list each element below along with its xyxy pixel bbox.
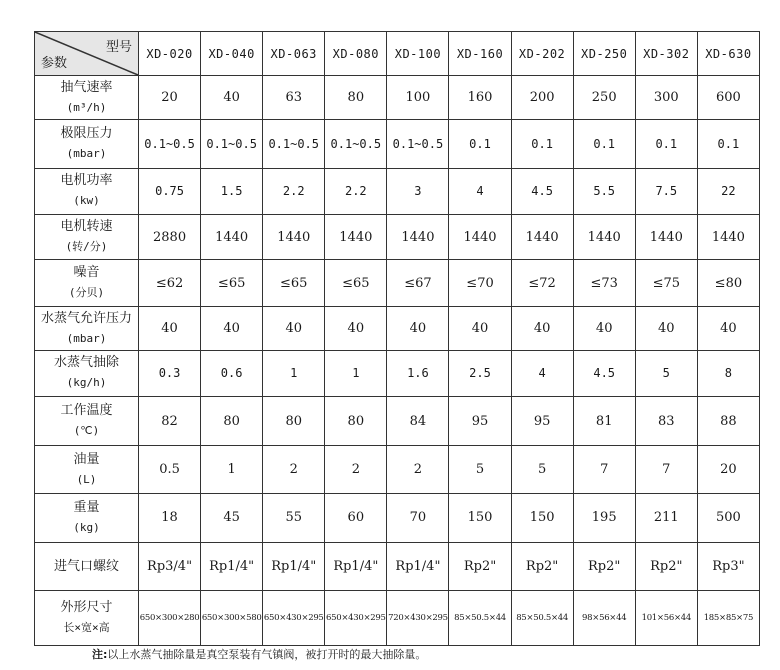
param-name: 工作温度 [60, 403, 113, 419]
value-cell: Rp1/4" [325, 543, 387, 591]
value-cell: 1440 [201, 214, 263, 259]
param-unit: (L) [76, 472, 97, 486]
value-cell: 1440 [449, 214, 511, 259]
value-cell: 3 [387, 168, 449, 214]
value-cell: 85×50.5×44 [449, 591, 511, 646]
value-cell: 720×430×295 [387, 591, 449, 646]
value-cell: 1440 [325, 214, 387, 259]
spec-row [35, 350, 760, 396]
value-cell: ≤67 [387, 260, 449, 307]
value-cell: 1 [263, 350, 325, 396]
value-cell: 650×300×280 [139, 591, 201, 646]
value-cell: 81 [573, 396, 635, 445]
param-unit: (mbar) [66, 146, 107, 160]
model-header: XD-250 [573, 32, 635, 76]
spec-row [35, 591, 760, 646]
value-cell: 40 [201, 307, 263, 350]
spec-row [35, 76, 760, 120]
value-cell: 160 [449, 76, 511, 120]
value-cell: 45 [201, 493, 263, 542]
param-label [35, 446, 139, 493]
value-cell: ≤75 [635, 260, 697, 307]
param-label [35, 591, 139, 646]
model-header: XD-020 [139, 32, 201, 76]
value-cell: 55 [263, 493, 325, 542]
spec-row [35, 396, 760, 445]
value-cell: ≤70 [449, 260, 511, 307]
value-cell: 40 [697, 307, 759, 350]
model-header: XD-302 [635, 32, 697, 76]
value-cell: 5 [511, 446, 573, 493]
value-cell: 195 [573, 493, 635, 542]
param-label [35, 260, 139, 307]
value-cell: 98×56×44 [573, 591, 635, 646]
param-unit: (转/分) [65, 240, 108, 253]
model-header: XD-630 [697, 32, 759, 76]
value-cell: 211 [635, 493, 697, 542]
footnote-text: 以上水蒸气抽除量是真空泵装有气镇阀，被打开时的最大抽除量。 [107, 648, 427, 661]
value-cell: 1440 [635, 214, 697, 259]
param-name: 外形尺寸 [60, 600, 113, 616]
value-cell: 0.1~0.5 [201, 120, 263, 168]
value-cell: 4.5 [573, 350, 635, 396]
value-cell: 2.5 [449, 350, 511, 396]
value-cell: 40 [263, 307, 325, 350]
value-cell: 101×56×44 [635, 591, 697, 646]
value-cell: 0.6 [201, 350, 263, 396]
spec-row [35, 446, 760, 493]
value-cell: 95 [449, 396, 511, 445]
corner-label-model: 型号 [105, 40, 132, 55]
value-cell: 650×430×295 [263, 591, 325, 646]
param-label [35, 543, 139, 591]
spec-row [35, 543, 760, 591]
value-cell: 40 [511, 307, 573, 350]
spec-row [35, 120, 760, 168]
model-header: XD-202 [511, 32, 573, 76]
model-header: XD-040 [201, 32, 263, 76]
value-cell: 18 [139, 493, 201, 542]
value-cell: ≤62 [139, 260, 201, 307]
header-row [35, 32, 760, 76]
value-cell: 7 [635, 446, 697, 493]
value-cell: 0.1~0.5 [139, 120, 201, 168]
model-header: XD-063 [263, 32, 325, 76]
value-cell: Rp1/4" [387, 543, 449, 591]
param-name: 重量 [73, 499, 100, 515]
value-cell: 0.5 [139, 446, 201, 493]
value-cell: 1.5 [201, 168, 263, 214]
value-cell: 4.5 [511, 168, 573, 214]
value-cell: 82 [139, 396, 201, 445]
value-cell: 80 [201, 396, 263, 445]
param-label [35, 76, 139, 120]
value-cell: 5 [449, 446, 511, 493]
value-cell: 85×50.5×44 [511, 591, 573, 646]
value-cell: 40 [139, 307, 201, 350]
value-cell: 40 [635, 307, 697, 350]
value-cell: 2 [263, 446, 325, 493]
value-cell: Rp2" [635, 543, 697, 591]
param-name: 进气口螺纹 [53, 558, 119, 574]
value-cell: 300 [635, 76, 697, 120]
param-name: 电机转速 [60, 219, 113, 234]
value-cell: 2.2 [263, 168, 325, 214]
value-cell: 60 [325, 493, 387, 542]
param-label [35, 120, 139, 168]
param-name: 极限压力 [60, 125, 113, 141]
value-cell: 0.1~0.5 [325, 120, 387, 168]
value-cell: 2880 [139, 214, 201, 259]
value-cell: ≤65 [263, 260, 325, 307]
corner-label-param: 参数 [41, 56, 68, 71]
model-header: XD-080 [325, 32, 387, 76]
value-cell: ≤65 [201, 260, 263, 307]
value-cell: 1440 [511, 214, 573, 259]
value-cell: 80 [325, 76, 387, 120]
value-cell: 5.5 [573, 168, 635, 214]
model-header: XD-160 [449, 32, 511, 76]
value-cell: 2 [387, 446, 449, 493]
value-cell: ≤72 [511, 260, 573, 307]
value-cell: 1440 [263, 214, 325, 259]
spec-row [35, 260, 760, 307]
value-cell: 100 [387, 76, 449, 120]
value-cell: 7.5 [635, 168, 697, 214]
value-cell: 95 [511, 396, 573, 445]
value-cell: 40 [449, 307, 511, 350]
param-name: 噪音 [73, 265, 100, 281]
value-cell: 650×300×580 [201, 591, 263, 646]
value-cell: Rp3" [697, 543, 759, 591]
value-cell: 40 [325, 307, 387, 350]
param-name: 水蒸气允许压力 [40, 310, 132, 326]
value-cell: 1440 [387, 214, 449, 259]
param-name: 电机功率 [60, 173, 113, 189]
param-label [35, 493, 139, 542]
value-cell: 0.75 [139, 168, 201, 214]
value-cell: 84 [387, 396, 449, 445]
value-cell: 4 [449, 168, 511, 214]
param-unit: (kw) [73, 194, 100, 208]
value-cell: 1 [201, 446, 263, 493]
param-unit: (分贝) [68, 286, 105, 300]
value-cell: Rp1/4" [263, 543, 325, 591]
value-cell: 8 [697, 350, 759, 396]
value-cell: 20 [139, 76, 201, 120]
spec-row [35, 214, 760, 259]
value-cell: Rp2" [511, 543, 573, 591]
value-cell: Rp2" [573, 543, 635, 591]
value-cell: 0.1 [511, 120, 573, 168]
param-name: 水蒸气抽除 [53, 355, 119, 371]
param-label [35, 307, 139, 350]
value-cell: 80 [263, 396, 325, 445]
value-cell: 40 [201, 76, 263, 120]
value-cell: 70 [387, 493, 449, 542]
value-cell: 7 [573, 446, 635, 493]
value-cell: 1 [325, 350, 387, 396]
value-cell: 40 [573, 307, 635, 350]
value-cell: 250 [573, 76, 635, 120]
value-cell: 4 [511, 350, 573, 396]
value-cell: 88 [697, 396, 759, 445]
value-cell: 1.6 [387, 350, 449, 396]
param-unit: (mbar) [66, 331, 107, 345]
param-label [35, 350, 139, 396]
param-unit: 长×宽×高 [63, 621, 110, 635]
value-cell: 600 [697, 76, 759, 120]
value-cell: 0.1~0.5 [387, 120, 449, 168]
param-label [35, 214, 139, 259]
value-cell: 185×85×75 [697, 591, 759, 646]
value-cell: 200 [511, 76, 573, 120]
value-cell: 80 [325, 396, 387, 445]
param-name: 抽气速率 [60, 79, 113, 95]
value-cell: 2.2 [325, 168, 387, 214]
spec-row [35, 493, 760, 542]
footnote-prefix: 注: [92, 648, 108, 661]
value-cell: 83 [635, 396, 697, 445]
value-cell: 5 [635, 350, 697, 396]
value-cell: 22 [697, 168, 759, 214]
value-cell: Rp1/4" [201, 543, 263, 591]
value-cell: ≤73 [573, 260, 635, 307]
param-unit: (kg/h) [66, 376, 107, 390]
model-header: XD-100 [387, 32, 449, 76]
spec-table [34, 31, 760, 646]
param-unit: (℃) [73, 424, 100, 438]
value-cell: 150 [449, 493, 511, 542]
value-cell: 0.1 [635, 120, 697, 168]
value-cell: Rp3/4" [139, 543, 201, 591]
value-cell: 40 [387, 307, 449, 350]
value-cell: ≤65 [325, 260, 387, 307]
param-name: 油量 [73, 451, 100, 467]
spec-row [35, 307, 760, 350]
param-label [35, 396, 139, 445]
value-cell: 1440 [697, 214, 759, 259]
param-unit: (m³/h) [66, 100, 107, 114]
value-cell: Rp2" [449, 543, 511, 591]
value-cell: ≤80 [697, 260, 759, 307]
value-cell: 63 [263, 76, 325, 120]
value-cell: 0.1 [573, 120, 635, 168]
param-unit: (kg) [73, 520, 100, 534]
value-cell: 2 [325, 446, 387, 493]
footnote [92, 646, 426, 662]
value-cell: 150 [511, 493, 573, 542]
value-cell: 0.1 [449, 120, 511, 168]
spec-row [35, 168, 760, 214]
value-cell: 500 [697, 493, 759, 542]
value-cell: 0.1 [697, 120, 759, 168]
value-cell: 20 [697, 446, 759, 493]
param-label [35, 168, 139, 214]
value-cell: 650×430×295 [325, 591, 387, 646]
value-cell: 0.3 [139, 350, 201, 396]
value-cell: 1440 [573, 214, 635, 259]
value-cell: 0.1~0.5 [263, 120, 325, 168]
corner-cell [35, 32, 139, 76]
